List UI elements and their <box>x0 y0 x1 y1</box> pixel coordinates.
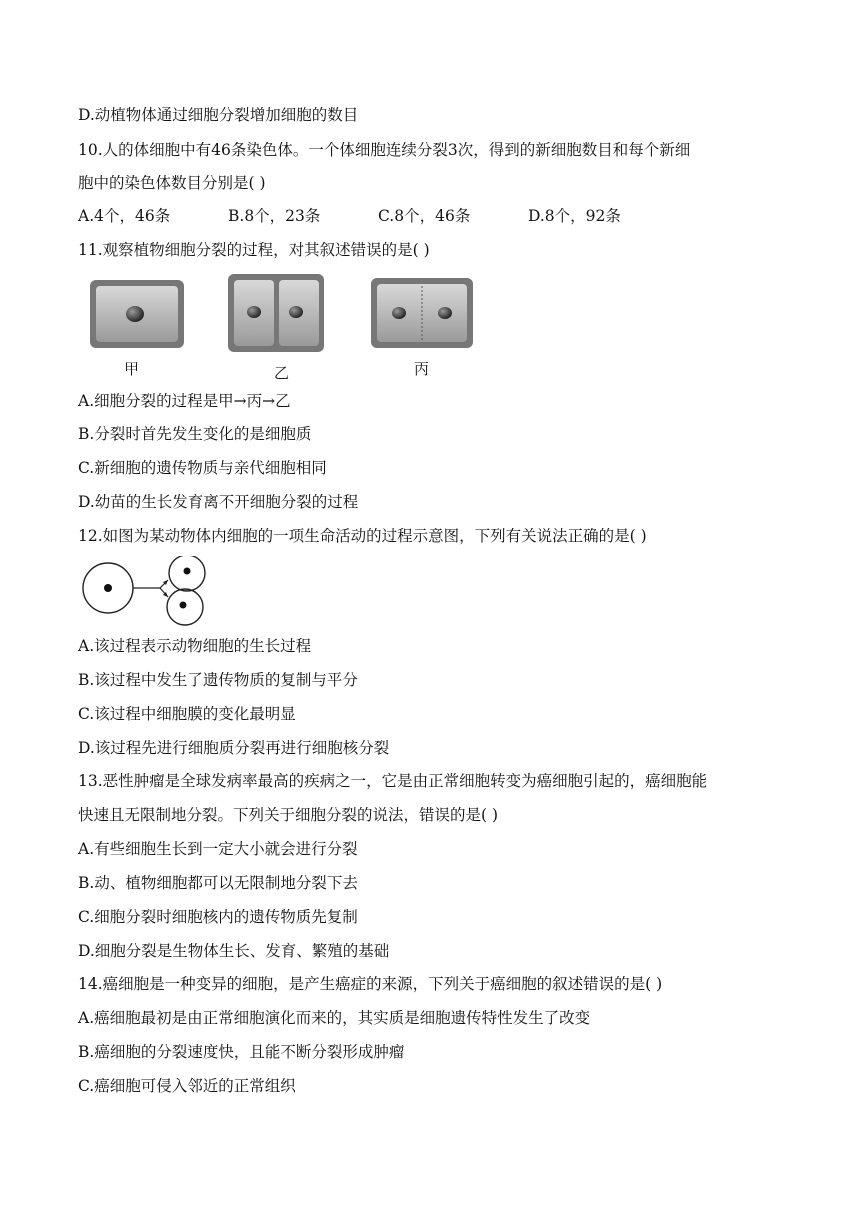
q12-stem: 12.如图为某动物体内细胞的一项生命活动的过程示意图，下列有关说法正确的是( ) <box>78 527 647 545</box>
q10-option-b: B.8个，23条 <box>228 207 321 225</box>
nucleus-bing-left <box>392 307 406 319</box>
q11-option-b: B.分裂时首先发生变化的是细胞质 <box>78 425 312 443</box>
q13-stem-line2: 快速且无限制地分裂。下列关于细胞分裂的说法，错误的是( ) <box>78 806 499 824</box>
animal-cell-division-figure <box>80 556 210 626</box>
q10-option-a: A.4个，46条 <box>78 207 171 225</box>
cell-bing <box>371 278 473 348</box>
q11-stem: 11.观察植物细胞分裂的过程，对其叙述错误的是( ) <box>78 241 430 259</box>
q14-option-a: A.癌细胞最初是由正常细胞演化而来的，其实质是细胞遗传特性发生了改变 <box>78 1009 591 1027</box>
nucleus-jia <box>126 306 144 322</box>
q10-option-d: D.8个，92条 <box>528 207 621 225</box>
q12-option-d: D.该过程先进行细胞质分裂再进行细胞核分裂 <box>78 739 390 757</box>
nucleus-yi-left <box>247 306 261 318</box>
q10-option-c: C.8个，46条 <box>378 207 471 225</box>
q13-option-a: A.有些细胞生长到一定大小就会进行分裂 <box>78 840 358 858</box>
q12-option-b: B.该过程中发生了遗传物质的复制与平分 <box>78 671 358 689</box>
q14-option-c: C.癌细胞可侵入邻近的正常组织 <box>78 1077 296 1095</box>
figure-label-yi: 乙 <box>274 364 290 382</box>
q14-stem: 14.癌细胞是一种变异的细胞，是产生癌症的来源，下列关于癌细胞的叙述错误的是( ) <box>78 975 663 993</box>
q13-option-c: C.细胞分裂时细胞核内的遗传物质先复制 <box>78 908 358 926</box>
cell-yi <box>228 274 324 352</box>
q9-option-d: D.动植物体通过细胞分裂增加细胞的数目 <box>78 106 359 124</box>
q11-option-c: C.新细胞的遗传物质与亲代细胞相同 <box>78 459 327 477</box>
figure-label-bing: 丙 <box>414 360 430 378</box>
q10-stem-line1: 10.人的体细胞中有46条染色体。一个体细胞连续分裂3次，得到的新细胞数目和每个新细 <box>78 141 691 159</box>
nucleus-bing-right <box>438 307 452 319</box>
nucleus-yi-right <box>289 306 303 318</box>
q13-option-d: D.细胞分裂是生物体生长、发育、繁殖的基础 <box>78 942 390 960</box>
q13-stem-line1: 13.恶性肿瘤是全球发病率最高的疾病之一，它是由正常细胞转变为癌细胞引起的，癌细胞能 <box>78 772 708 790</box>
q12-option-c: C.该过程中细胞膜的变化最明显 <box>78 705 296 723</box>
q13-option-b: B.动、植物细胞都可以无限制地分裂下去 <box>78 874 358 892</box>
q14-option-b: B.癌细胞的分裂速度快，且能不断分裂形成肿瘤 <box>78 1043 405 1061</box>
q11-option-d: D.幼苗的生长发育离不开细胞分裂的过程 <box>78 493 359 511</box>
cell-jia <box>90 280 184 348</box>
figure-label-jia: 甲 <box>124 360 140 378</box>
q11-option-a: A.细胞分裂的过程是甲→丙→乙 <box>78 392 291 410</box>
q10-stem-line2: 胞中的染色体数目分别是( ) <box>78 174 266 192</box>
q12-option-a: A.该过程表示动物细胞的生长过程 <box>78 637 312 655</box>
